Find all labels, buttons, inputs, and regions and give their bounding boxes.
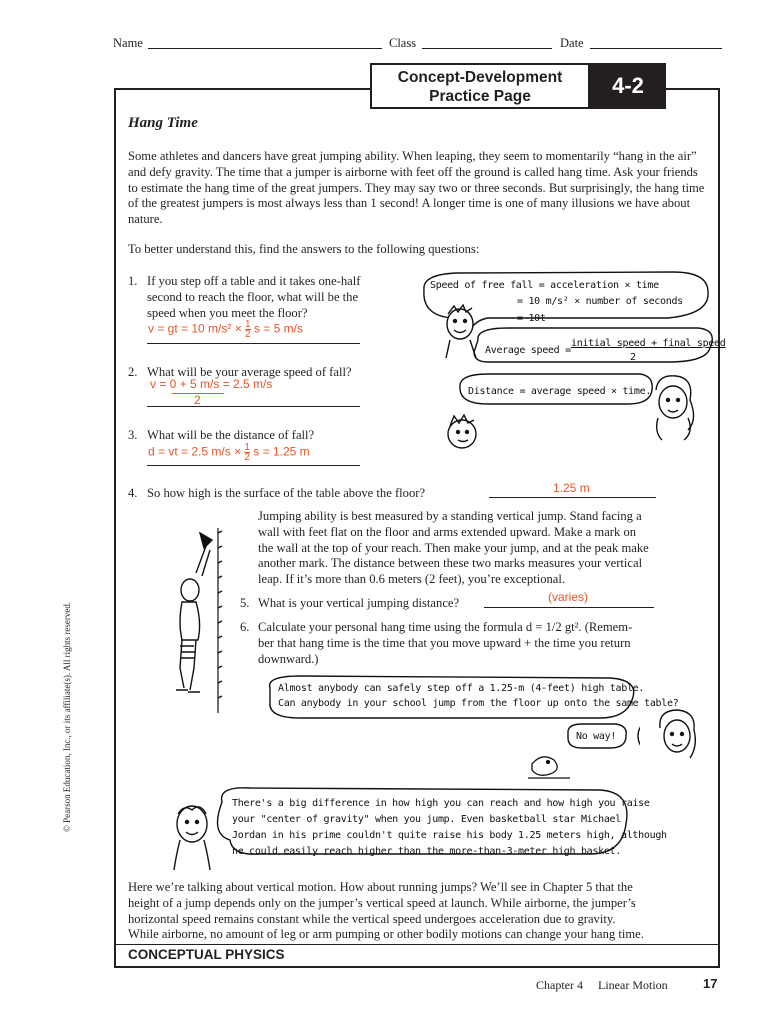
answer-4: 1.25 m — [553, 481, 590, 495]
answer-1-prefix: v = gt = 10 m/s² × — [148, 321, 246, 336]
answer-2-line[interactable] — [147, 406, 360, 407]
answer-3-line[interactable] — [147, 465, 360, 466]
footer-section: Linear Motion — [598, 978, 668, 992]
copyright-notice: © Pearson Education, Inc., or its affiliate(s). All rights reserved. — [62, 601, 72, 832]
bubble-avg-speed-label: Average speed = — [485, 345, 571, 356]
footer-rule — [114, 944, 720, 945]
bubble-gravity-2: your "center of gravity" when you jump. Even basketball star Michael — [232, 814, 621, 825]
name-label: Name — [113, 36, 143, 50]
bubble-gravity-1: There's a big difference in how high you can reach and how high you raise — [232, 798, 650, 809]
girl-face-right-icon — [652, 706, 702, 766]
bubble-gravity-3: Jordan in his prime couldn't quite raise his body 1.25 meters high, although — [232, 830, 667, 841]
jump-line: Jumping ability is best measured by a standing vertical jump. Stand facing a — [258, 509, 642, 523]
closing-line: horizontal speed remains constant while the vertical speed undergoes acceleration due to gravity. — [128, 911, 616, 926]
question-6-line: ber that hang time is the time that you move upward + the time you return — [258, 635, 631, 650]
question-1-line: speed when you meet the floor? — [147, 305, 308, 320]
answer-3-prefix: d = vt = 2.5 m/s × — [148, 444, 245, 459]
bubble-free-fall-1: Speed of free fall = acceleration × time — [430, 280, 659, 291]
question-2-number: 2. — [128, 365, 138, 379]
answer-1-frac-top: 1 — [245, 319, 251, 330]
bubble-free-fall-2: = 10 m/s² × number of seconds — [517, 296, 683, 307]
answer-5: (varies) — [548, 590, 589, 604]
concept-title-box — [370, 63, 590, 109]
closing-line: height of a jump depends only on the jumper’s vertical speed at launch. While airborne, the jumper’s — [128, 895, 636, 910]
concept-title-line1: Concept-Development — [397, 69, 563, 86]
question-5-text: What is your vertical jumping distance? — [258, 596, 460, 610]
answer-1-suffix: s = 5 m/s — [250, 321, 303, 336]
bubble-avg-speed-den: 2 — [630, 352, 636, 363]
question-4-number: 4. — [128, 486, 138, 500]
girl-face-icon — [656, 376, 694, 440]
answer-1-frac-bottom: 2 — [245, 329, 251, 340]
bubble-no-way: No way! — [576, 731, 617, 742]
answer-2-line2: 2 — [194, 393, 201, 407]
small-animal-icon — [528, 757, 570, 778]
question-6-text — [258, 620, 708, 667]
question-3-text: What will be the distance of fall? — [147, 428, 315, 442]
answer-3-frac-top: 1 — [244, 442, 250, 453]
closing-line: Here we’re talking about vertical motion. How about running jumps? We’ll see in Chapter 5 that the — [128, 880, 633, 894]
name-field[interactable] — [148, 48, 382, 49]
answer-1 — [148, 320, 303, 339]
jump-line: wall with feet flat on the floor and arms extended upward. Make a mark on — [258, 524, 637, 539]
jump-line: the wall at the top of your reach. Then make your jump, and at the peak make — [258, 540, 649, 555]
answer-2-line1: v = 0 + 5 m/s = 2.5 m/s — [150, 377, 273, 391]
question-6-line: downward.) — [258, 651, 319, 666]
question-6-number: 6. — [240, 620, 250, 634]
question-1-text — [147, 274, 397, 321]
closing-paragraph — [128, 880, 713, 943]
answer-3 — [148, 443, 310, 462]
date-label: Date — [560, 36, 584, 50]
question-1 — [128, 274, 137, 290]
class-label: Class — [389, 36, 417, 50]
answer-4-line[interactable] — [489, 497, 656, 498]
question-5-number: 5. — [240, 596, 250, 610]
page-title: Hang Time — [128, 115, 198, 131]
section-number-badge: 4-2 — [590, 63, 666, 109]
bubble-table-2: Can anybody in your school jump from the floor up onto the same table? — [278, 698, 679, 709]
girl-face-2-icon — [638, 720, 640, 752]
bubble-free-fall-3: = 10t — [517, 313, 546, 324]
answer-5-line[interactable] — [484, 607, 654, 608]
question-1-line: If you step off a table and it takes one-half — [147, 274, 361, 288]
boy-face-3-icon — [174, 806, 210, 870]
bubble-avg-speed-num: initial speed + final speed — [571, 338, 726, 349]
jump-line: another mark. The distance between these two marks measures your vertical — [258, 556, 643, 571]
question-6-line: Calculate your personal hang time using the formula d = 1/2 gt². (Remem- — [258, 620, 633, 634]
answer-3-suffix: s = 1.25 m — [249, 444, 310, 459]
footer-bottom-rule — [114, 966, 720, 968]
boy-face-2-icon — [448, 415, 476, 448]
date-field[interactable] — [590, 48, 722, 49]
bubble-table-1: Almost anybody can safely step off a 1.25-m (4-feet) high table. — [278, 683, 645, 694]
bubble-distance: Distance = average speed × time. — [468, 386, 652, 397]
answer-1-line[interactable] — [147, 343, 360, 344]
question-1-number: 1. — [128, 274, 138, 288]
concept-title-line2: Practice Page — [429, 88, 531, 105]
question-2-text: What will be your average speed of fall? — [147, 365, 352, 379]
closing-line: While airborne, no amount of leg or arm pumping or other bodily motions can change your hang time. — [128, 927, 644, 942]
jump-line: leap. If it’s more than 0.6 meters (2 feet), you’re exceptional. — [258, 572, 566, 587]
footer-chapter: Chapter 4 — [536, 978, 583, 992]
intro-paragraph: Some athletes and dancers have great jumping ability. When leaping, they seem to momentarily “hang in the air” and defy gravity. The time that a jumper is airborne with feet off the ground is called hang time. Ask your friends to estimate the hang time of the great jumpers. They may say two or three seconds. But surprisingly, the hang time of the greatest jumpers is most always less than 1 second! A longer time is one of many illusions we have about nature. — [128, 149, 705, 227]
question-3-number: 3. — [128, 428, 138, 442]
jump-paragraph — [258, 509, 708, 588]
answer-3-frac-bottom: 2 — [244, 452, 250, 463]
question-prompt: To better understand this, find the answers to the following questions: — [128, 242, 480, 256]
class-field[interactable] — [422, 48, 552, 49]
question-1-line: second to reach the floor, what will be the — [147, 289, 359, 304]
page-number: 17 — [703, 976, 718, 991]
footer-brand: CONCEPTUAL PHYSICS — [128, 947, 285, 962]
bubble-gravity-4: he could easily reach higher than the more-than-3-meter high basket. — [232, 846, 621, 857]
question-4-text: So how high is the surface of the table above the floor? — [147, 486, 426, 500]
